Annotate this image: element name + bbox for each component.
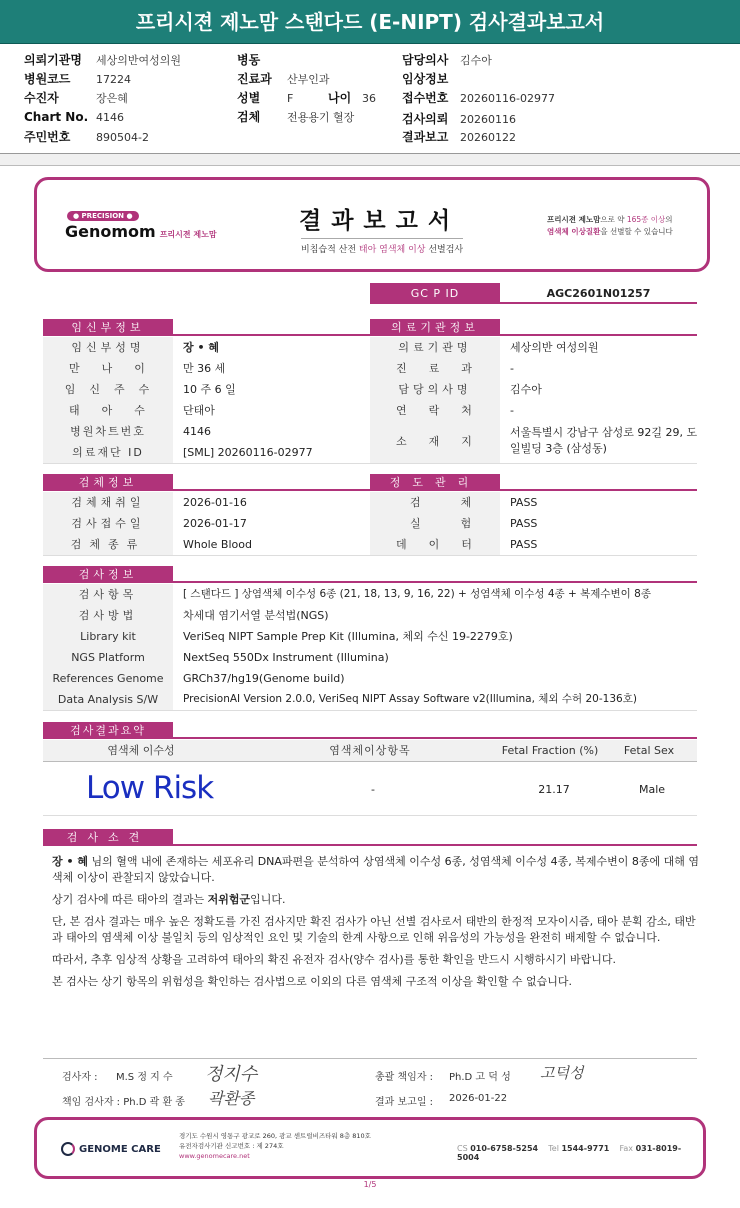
test-value: NextSeq 550Dx Instrument (Illumina) <box>183 651 389 664</box>
qc-value: PASS <box>510 496 538 509</box>
institution-label: 소재지 <box>370 421 500 463</box>
footer-contacts: CS 010-6758-5254 Tel 1544-9771 Fax 031-8019-5004 <box>457 1144 682 1162</box>
specimen-label: 검체종류 <box>43 534 173 555</box>
specimen-value: 2026-01-16 <box>183 496 247 509</box>
test-value: [ 스탠다드 ] 상염색체 이수성 6종 (21, 18, 13, 9, 16, 22) + 성염색체 이수성 4종 + 복제수변이 8종 <box>183 588 651 600</box>
specimen-value: Whole Blood <box>183 538 252 551</box>
test-value: 차세대 염기서열 분석법(NGS) <box>183 609 329 622</box>
pregnant-label: 만나이 <box>43 358 173 379</box>
qc-header: 정도관리 <box>370 474 500 491</box>
header-underline <box>500 334 697 336</box>
header-field: 검사의뢰 20260116 <box>402 112 516 126</box>
specimen-label: 검사접수일 <box>43 513 173 534</box>
pregnant-value: 단태아 <box>183 404 215 417</box>
header-field: 진료과 산부인과 <box>237 72 330 86</box>
header-field: 결과보고 20260122 <box>402 130 516 144</box>
header-field: 임상정보 <box>402 72 449 86</box>
test-label: References Genome <box>43 668 173 689</box>
institution-info-header: 의료기관정보 <box>370 319 500 336</box>
footer-box <box>34 1117 706 1179</box>
pregnant-value: 만 36 세 <box>183 362 226 375</box>
opinion-paragraph: 장 • 혜 님의 혈액 내에 존재하는 세포유리 DNA파편을 분석하여 상염색체 이수성 6종, 성염색체 이수성 4종, 복제수변이 8종에 대해 염색체 이상이 관찰되지 않았습니다. <box>52 855 700 884</box>
signature-divider <box>43 1058 697 1059</box>
qc-label: 실험 <box>370 513 500 534</box>
genome-care-logo: GENOME CARE <box>61 1142 161 1156</box>
qc-label: 데이터 <box>370 534 500 555</box>
opinion-paragraph: 따라서, 추후 임상적 상황을 고려하여 태아의 확진 유전자 검사(양수 검사)를 통한 확인을 반드시 시행하시기 바랍니다. <box>52 953 616 966</box>
test-label: 검사방법 <box>43 605 173 626</box>
summary-ff-value: 21.17 <box>538 783 570 796</box>
summary-abnormal-value: - <box>371 783 375 796</box>
institution-value: 세상의반 여성의원 <box>510 341 599 354</box>
pregnant-value: 4146 <box>183 425 211 438</box>
chief-signature: 고덕성 <box>540 1064 584 1082</box>
institution-address: 일빌딩 3층 (삼성동) <box>510 442 607 455</box>
institution-label: 연락처 <box>370 400 500 421</box>
header-field: 병동 <box>237 53 261 67</box>
responsible-signature: 곽환종 <box>208 1089 255 1108</box>
header-underline <box>173 581 697 583</box>
opinion-paragraph: 단, 본 검사 결과는 매우 높은 정확도를 가진 검사지만 확진 검사가 아닌 선별 검사로서 태반의 한정적 모자이시즘, 태아 분획 감소, 태반과 태아의 염색체 이상 불일치 등의 임상적인 요인 및 기술의 한계 사항으로 인해 위음성의 가능성을 완전히 배제할 수 없습니다. <box>52 915 696 944</box>
qc-value: PASS <box>510 517 538 530</box>
test-label: 검사항목 <box>43 584 173 605</box>
header-underline <box>173 489 370 491</box>
header-separator <box>0 154 740 166</box>
report-banner <box>34 177 710 272</box>
table-border <box>43 463 697 464</box>
institution-label: 진료과 <box>370 358 500 379</box>
tester-name: M.S 정 지 수 <box>116 1072 173 1083</box>
institution-label: 의료기관명 <box>370 337 500 358</box>
qc-label: 검체 <box>370 492 500 513</box>
gcpid-value: AGC2601N01257 <box>500 283 697 304</box>
specimen-value: 2026-01-17 <box>183 517 247 530</box>
result-low-risk: Low Risk <box>86 770 214 806</box>
header-field: Chart No. 4146 <box>24 110 124 124</box>
header-field: 나이 36 <box>328 91 376 105</box>
institution-value: 김수아 <box>510 383 542 396</box>
pregnant-label: 태아수 <box>43 400 173 421</box>
summary-col-aneuploidy: 염색체 이수성 <box>107 744 175 757</box>
test-value: PrecisionAI Version 2.0.0, VeriSeq NIPT Assay Software v2(Illumina, 체외 수허 20-136호) <box>183 693 637 705</box>
patient-header <box>0 44 740 154</box>
header-field: 주민번호 890504-2 <box>24 130 149 144</box>
header-field: 성별 F <box>237 91 294 105</box>
header-field: 수진자 장은혜 <box>24 91 128 105</box>
pregnant-label: 병원차트번호 <box>43 421 173 442</box>
header-field: 담당의사 김수아 <box>402 53 492 67</box>
tester-signature: 정지수 <box>205 1064 258 1085</box>
banner-subtitle: 비침습적 산전 태아 염색체 이상 선별검사 <box>301 238 463 255</box>
table-border <box>43 815 697 816</box>
institution-address: 서울특별시 강남구 삼성로 92길 29, 도 <box>510 426 698 439</box>
opinion-paragraph: 본 검사는 상기 항목의 위험성을 확인하는 검사법으로 이외의 다른 염색체 구조적 이상을 확인할 수 없습니다. <box>52 975 572 988</box>
specimen-label: 검체채취일 <box>43 492 173 513</box>
header-field: 접수번호 20260116-02977 <box>402 91 555 105</box>
pregnant-label: 임신주수 <box>43 379 173 400</box>
table-border <box>43 710 697 711</box>
test-label: Data Analysis S/W <box>43 689 173 710</box>
pregnant-value: [SML] 20260116-02977 <box>183 446 313 459</box>
chief-name: Ph.D 고 덕 성 <box>449 1072 511 1083</box>
tester-label: 검사자 : <box>62 1072 98 1083</box>
pregnant-info-header: 임신부정보 <box>43 319 173 336</box>
header-field: 병원코드 17224 <box>24 72 131 86</box>
footer-address: 경기도 수원시 영통구 광교로 260, 광교 센트럴비즈타워 8층 810호 유전자검사기관 신고번호 : 제 274호 www.genomecare.net <box>179 1132 371 1160</box>
responsible-tester: 책임 검사자 : Ph.D 곽 환 종 <box>62 1097 185 1108</box>
test-value: GRCh37/hg19(Genome build) <box>183 672 345 685</box>
header-underline <box>173 737 697 739</box>
report-title: 프리시젼 제노맘 스탠다드 (E-NIPT) 검사결과보고서 <box>0 0 740 44</box>
chief-label: 총괄 책임자 : <box>375 1072 434 1083</box>
header-field: 의뢰기관명 세상의반여성의원 <box>24 53 182 67</box>
header-underline <box>500 489 697 491</box>
pregnant-label: 의료재단 ID <box>43 442 173 463</box>
report-date-label: 결과 보고일 : <box>375 1097 434 1108</box>
gcpid-label: GC P ID <box>370 283 500 304</box>
summary-col-fetal-fraction: Fetal Fraction (%) <box>501 744 599 757</box>
summary-col-fetal-sex: Fetal Sex <box>623 744 675 757</box>
test-label: NGS Platform <box>43 647 173 668</box>
test-info-header: 검사정보 <box>43 566 173 583</box>
summary-col-abnormal: 염색체이상항목 <box>329 744 411 757</box>
test-label: Library kit <box>43 626 173 647</box>
summary-sex-value: Male <box>638 783 666 796</box>
table-border <box>43 555 697 556</box>
institution-label: 담당의사명 <box>370 379 500 400</box>
opinion-paragraph: 상기 검사에 따른 태아의 결과는 저위험군입니다. <box>52 893 286 906</box>
pregnant-label: 임신부성명 <box>43 337 173 358</box>
banner-description: 프리시젼 제노맘으로 약 165종 이상의 염색체 이상질환을 선별할 수 있습니다 <box>547 215 673 236</box>
institution-value: - <box>510 362 514 375</box>
pregnant-value: 10 주 6 일 <box>183 383 236 396</box>
table-border <box>43 761 697 762</box>
summary-header: 검사결과요약 <box>43 722 173 739</box>
pregnant-value: 장 • 혜 <box>183 341 219 354</box>
header-underline <box>173 844 697 846</box>
specimen-info-header: 검체정보 <box>43 474 173 491</box>
opinion-header: 검사소견 <box>43 829 173 846</box>
genome-care-icon <box>61 1142 75 1156</box>
header-field: 검체 전용용기 혈장 <box>237 110 355 124</box>
page-number: 1/5 <box>363 1180 377 1189</box>
precision-badge: ● PRECISION ● <box>67 211 139 221</box>
banner-title: 결과보고서 <box>299 208 461 234</box>
report-date: 2026-01-22 <box>449 1093 508 1104</box>
test-value: VeriSeq NIPT Sample Prep Kit (Illumina, 체외 수신 19-2279호) <box>183 630 513 643</box>
qc-value: PASS <box>510 538 538 551</box>
genomom-logo: Genomom 프리시젼 제노맘 <box>65 222 217 241</box>
institution-value: - <box>510 404 514 417</box>
header-underline <box>173 334 370 336</box>
